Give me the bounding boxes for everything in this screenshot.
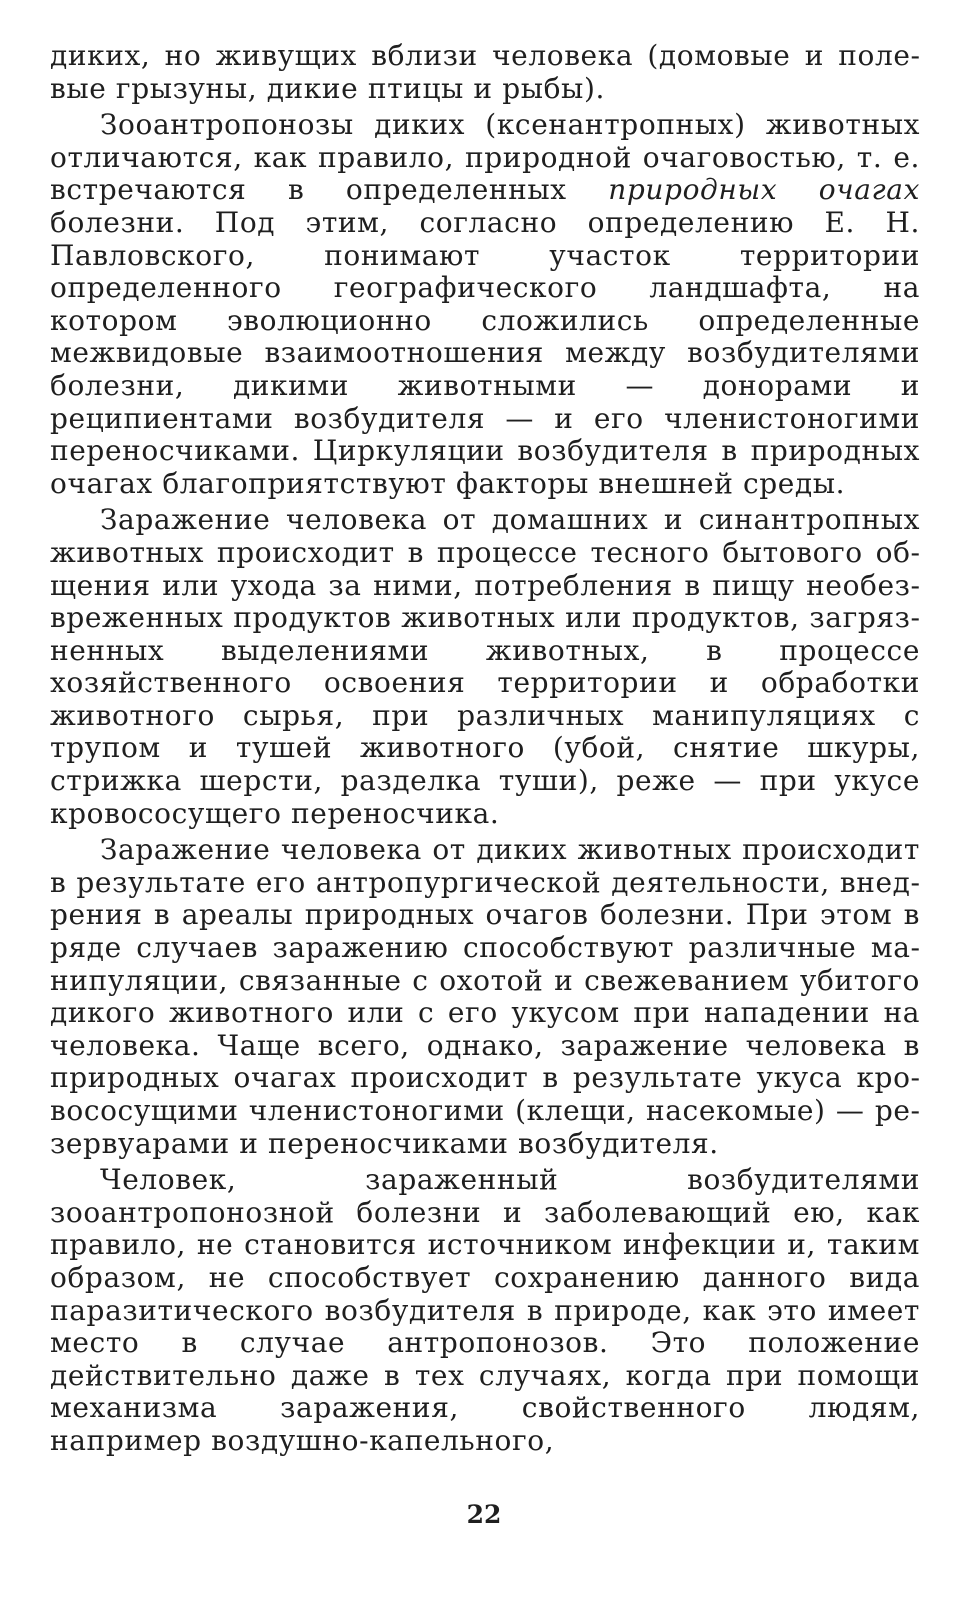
paragraph-zooanthroponoses [50,109,920,500]
paragraph-domestic-infection [50,504,920,830]
page-number: 22 [466,1500,502,1529]
italic-term: природных очагах [608,173,920,207]
paragraph-wild-infection [50,834,920,1160]
paragraph-text: Заражение человека от домашних и синантропных животных происходит в процессе тесного бытового общения или ухода за ними, потребления в пищу необезвреженных продуктов животных или продуктов, загрязненных выделениями животных, в процессе хозяйственного освоения территории и обработки животного сырья, при различных манипуляциях с трупом и тушей животного (убой, снятие шкуры, стрижка шерсти, разделка туши), реже — при укусе кровососущего переносчика. [50,503,920,830]
body-text [50,40,920,1458]
paragraph-continuation [50,40,920,105]
paragraph-text: диких, но живущих вблизи человека (домовые и полевые грызуны, дикие птицы и рыбы). [50,39,920,105]
paragraph-text: Заражение человека от диких животных происходит в результате его антропургической деятельности, внедрения в ареалы природных очагов болезни. При этом в ряде случаев заражению способствуют различные манипуляции, связанные с охотой и свежеванием убитого дикого животного или с его укусом при нападении на человека. Чаще всего, однако, заражение человека в природных очагах происходит в результате укуса кровососущими членистоногими (клещи, насекомые) — резервуарами и переносчиками возбудителя. [50,833,920,1160]
paragraph-text: Человек, зараженный возбудителями зооантропонозной болезни и заболевающий ею, как правило, не становится источником инфекции и, таким образом, не способствует сохранению данного вида паразитического возбудителя в природе, как это имеет место в случае антропонозов. Это положение действительно даже в тех случаях, когда при помощи механизма заражения, свойственного людям, например воздушно-капельного, [50,1163,920,1457]
paragraph-text: Зооантропонозы диких (ксенантропных) животных отличаются, как правило, природной очаговостью, т. е. встречаются в определенных [50,108,920,207]
paragraph-human-host [50,1164,920,1457]
paragraph-text: болезни. Под этим, согласно определению Е. Н. Павловского, понимают участок территории определенного географического ландшафта, на котором эволюционно сложились определенные межвидовые взаимоотношения между возбудителями болезни, дикими животными — донорами и реципиентами возбудителя — и его членистоногими переносчиками. Циркуляции возбудителя в природных очагах благоприятствуют факторы внешней среды. [50,205,920,500]
